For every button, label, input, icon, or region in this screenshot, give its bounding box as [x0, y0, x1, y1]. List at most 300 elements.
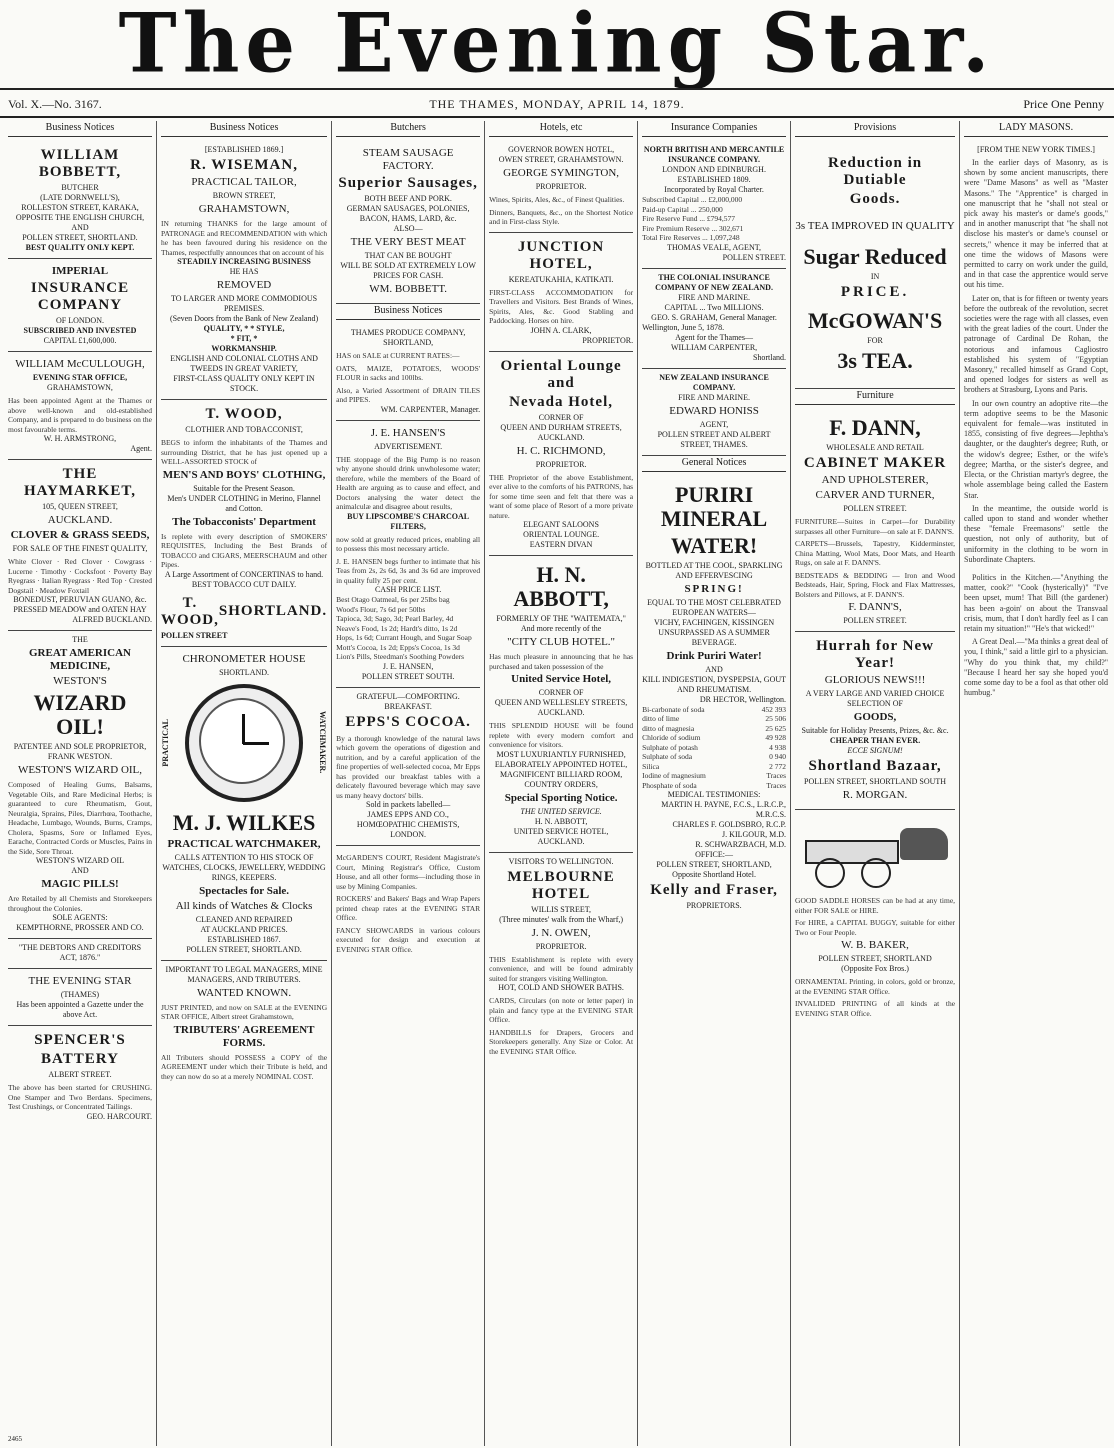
advert-line: AUCKLAND.: [47, 514, 113, 526]
price-row: Hops, 1s 6d; Currant Hough, and Sugar Soap: [336, 633, 472, 642]
advert-line: MEDICAL TESTIMONIES:: [667, 790, 761, 799]
advert-line: ALSO—: [393, 224, 423, 233]
advert-body: HANDBILLS for Drapers, Grocers and Storekeepers generally. Any Size or Color. At the EVENING STAR Office.: [489, 1027, 634, 1056]
advert-line: WESTON'S WIZARD OIL: [35, 856, 125, 865]
price-row: Lion's Pills, Steedman's Soothing Powders: [336, 652, 465, 661]
advert-line: Incorporated by Royal Charter.: [664, 185, 764, 194]
advert-line: (THAMES): [60, 990, 100, 999]
advert-hansen: [336, 421, 480, 688]
advert-title: The Tobacconists' Department: [172, 515, 316, 528]
advert-line: JOHN A. CLARK,: [530, 325, 592, 335]
advert-line: WM. CARPENTER, Manager.: [380, 404, 481, 414]
advert-title: REMOVED: [216, 279, 272, 291]
advert-nz-insurance: [642, 369, 786, 456]
advert-title: T. WOOD,: [205, 406, 283, 422]
advert-line: BOTH BEEF AND PORK.: [364, 194, 452, 203]
advert-body: BEGS to inform the inhabitants of the Thames and surrounding District, that he has just opened up a WELL-ASSORTED STOCK of: [160, 438, 328, 466]
advert-line: J. E. HANSEN,: [382, 661, 434, 671]
advert-title: Sugar Reduced: [803, 244, 947, 269]
advert-body: The above has been started for CRUSHING. One Stamper and Two Berdans. Specimens, Test Crushings, or Concentrated Tailings.: [8, 1083, 152, 1111]
newspaper-title: The Evening Star.: [118, 0, 996, 92]
advert-title: CABINET MAKER: [803, 455, 947, 471]
advert-title: GREAT AMERICAN MEDICINE,: [29, 647, 131, 672]
advert-evening-star-gazette: [8, 969, 152, 1026]
advert-line: And more recently of the: [520, 624, 602, 633]
advert-title: F. DANN,: [829, 415, 921, 440]
advert-line: POLLEN STREET, SHORTLAND SOUTH: [804, 777, 947, 786]
advert-line: WHOLESALE AND RETAIL: [826, 443, 924, 452]
analysis-row: Bi-carbonate of soda 452 393: [642, 704, 787, 714]
advert-line: FOR SALE OF THE FINEST QUALITY,: [12, 544, 148, 553]
advert-line: H. N. ABBOTT,: [534, 816, 588, 826]
article-paragraph: In our own country an adoptive rite—the term adoptive seems to be the Masonic equivalent for female—was instituted in 1855, consisting of five degrees—Jephtha's daughter, or the daughter's degree; Ruth, or the widow's degree; Esther, or the wife's degree; Martha, or the sister's degree, and Electa, or the Christian martyr's degree, the whole assemblage being called the Eastern Star.: [964, 398, 1109, 500]
advert-line: UNITED SERVICE HOTEL,: [513, 826, 609, 836]
column-heading: Provisions: [795, 121, 955, 137]
figure-row: Fire Premium Reserve ... 302,671: [642, 223, 744, 233]
advert-line: HOMŒOPATHIC CHEMISTS,: [356, 820, 460, 829]
column-heading: Business Notices: [8, 121, 152, 137]
advert-line: STEADILY INCREASING BUSINESS: [177, 257, 311, 266]
advert-line: PROPRIETOR.: [535, 182, 587, 191]
column-5: [638, 121, 791, 1446]
advert-title: Special Sporting Notice.: [504, 791, 618, 804]
advert-line: WORKMANSHIP.: [211, 344, 277, 353]
advert-line: WESTON'S: [53, 675, 107, 687]
advert-body: Composed of Healing Gums, Balsams, Vegetable Oils, and Rare Medicinal Herbs; is guaranteed to cure Rheumatism, Gout, Neuralgia, Sprains, Piles, Diarrhœa, Toothache, Headache, Lumbago, Wounds, Burns, Cramps, Cholera, Spasms, Sore or Inflamed Eyes, Earache, Contracted Cords or Muscles, Pains in the Side, Sore Throat.: [8, 780, 152, 856]
advert-line: AUCKLAND.: [537, 708, 585, 717]
advert-line: A VERY LARGE AND VARIED CHOICE SELECTION OF: [805, 689, 945, 708]
advert-imperial-insurance: [8, 259, 152, 352]
analysis-row: ditto of magnesia 25 625: [642, 723, 787, 733]
column-3: [332, 121, 485, 1446]
advert-line: SHORTLAND.: [219, 667, 270, 677]
column-heading: Business Notices: [161, 121, 327, 137]
horse-and-cart-icon: [795, 820, 955, 890]
advert-body: FANCY SHOWCARDS in various colours executed for design and execution at EVENING STAR Office.: [336, 925, 481, 954]
advert-title: STEAM SAUSAGE FACTORY.: [362, 147, 454, 172]
advert-title: WATER!: [670, 532, 758, 558]
advert-line: PRACTICAL: [160, 718, 170, 767]
advert-line: VICHY, FACHINGEN, KISSINGEN: [653, 617, 775, 627]
advert-body: McGARDEN'S COURT, Resident Magistrate's Court, Mining Registrar's Office, Custom House, and all other forms—including those in use by Mining Companies.: [336, 853, 481, 891]
column-7: [960, 121, 1112, 1446]
advert-line: PROPRIETOR.: [535, 459, 587, 469]
advert-line: DR HECTOR, Wellington.: [699, 694, 787, 704]
price-row: Neave's Food, 1s 2d; Hardt's ditto, 1s 2d: [336, 623, 458, 633]
advert-line: Sold in packets labelled—: [366, 800, 451, 809]
advert-line: ECCE SIGNUM!: [847, 746, 903, 755]
advert-line: UNSURPASSED AS A SUMMER BEVERAGE.: [658, 627, 770, 647]
advert-line: WILL BE SOLD AT EXTREMELY LOW: [340, 261, 476, 270]
advert-line: QUEEN AND DURHAM STREETS,: [500, 422, 622, 432]
advert-line: GEO. S. GRAHAM, General Manager.: [651, 312, 777, 322]
advert-line: Shortland.: [752, 352, 787, 362]
advert-line: CORNER OF: [538, 412, 584, 422]
advert-line: ALBERT STREET.: [48, 1070, 112, 1079]
column-heading: Insurance Companies: [642, 121, 786, 137]
analysis-row: Chloride of sodium 49 928: [642, 733, 787, 742]
advert-line: ESTABLISHED 1809.: [677, 175, 751, 184]
advert-title: BATTERY: [41, 1051, 119, 1067]
advert-title: CLOVER & GRASS SEEDS,: [10, 529, 150, 541]
advert-title: EPPS'S COCOA.: [345, 713, 471, 730]
advert-title: Hurrah for New Year!: [816, 638, 934, 671]
analysis-row: Sulphate of soda 0 940: [642, 752, 787, 761]
advert-line: W. H. ARMSTRONG,: [43, 434, 117, 443]
advert-title: Kelly and Fraser,: [650, 882, 778, 898]
advert-line: All kinds of Watches & Clocks: [175, 899, 313, 912]
advert-line: AND: [71, 223, 89, 232]
advert-title: Shortland Bazaar,: [808, 758, 942, 774]
page-footer-number: 2465: [8, 1435, 22, 1443]
advert-title: CHRONOMETER HOUSE: [182, 652, 306, 665]
article-lady-masons: [964, 141, 1108, 703]
advert-line: ALFRED BUCKLAND.: [72, 615, 152, 624]
advert-line: THAT CAN BE BOUGHT: [364, 251, 452, 260]
advert-line: BACON, HAMS, LARD, &c.: [359, 214, 457, 223]
advert-line: WESTON'S WIZARD OIL,: [17, 764, 143, 776]
advert-line: GERMAN SAUSAGES, POLONIES,: [346, 204, 470, 213]
advert-line: OWEN STREET, GRAHAMSTOWN.: [498, 155, 624, 164]
advert-body: White Clover · Red Clover · Cowgrass · Lucerne · Timothy · Cocksfoot · Poverty Bay Ryegrass · Italian Ryegrass · Red Top · Crested Dogstail · Meadow Foxtail: [8, 557, 152, 595]
advert-line: CLOTHIER AND TOBACCONIST,: [185, 425, 303, 434]
advert-line: GRATEFUL—COMFORTING.: [356, 691, 460, 701]
advert-line: OPPOSITE THE ENGLISH CHURCH,: [15, 213, 145, 222]
advert-line: FOR: [867, 336, 883, 345]
figure-row: Subscribed Capital ... £2,000,000: [642, 195, 743, 204]
advert-body: FURNITURE—Suites in Carpet—for Durability surpasses all other Furniture—on sale at F. DANN'S.: [795, 517, 956, 536]
advert-body: OATS, MAIZE, POTATOES, WOODS' FLOUR in sacks and 100lbs.: [336, 363, 481, 382]
article-paragraph: Later on, that is for fifteen or twenty years before the outbreak of the revolution, secret societies were the rage with all classes, even with the great ladies of the court. Under the patronage of Cardinal De Rohan, the notorious and infamous Cagliostro established his system of "Egyptian Masonry," recalled himself as Grand Copt, and opened lodges for sisters as well as brothers at Strasburg, Lyons and Paris.: [964, 293, 1109, 395]
advert-line: GRAHAMSTOWN,: [47, 383, 113, 392]
article-paragraph: In the meantime, the outside world is called upon to stand and wonder whether these "female Freemasons" settle the question, not only of authority, but of uniformity in the clothing to be worn in Subordinate Chapters.: [964, 503, 1109, 564]
advert-line: FIRE AND MARINE.: [678, 292, 750, 302]
advert-line: POLLEN STREET, SHORTLAND.: [22, 233, 138, 242]
advert-line: POLLEN STREET, SHORTLAND,: [656, 860, 772, 869]
advert-title: Superior Sausages,: [338, 175, 478, 191]
advert-line: SOLE AGENTS:: [52, 913, 108, 922]
advert-colonial-insurance: [642, 269, 786, 369]
advert-junction-hotel: [489, 233, 633, 352]
advert-line: Has been appointed a Gazette under the above Act.: [16, 1000, 144, 1019]
volume-number: Vol. X.—No. 3167.: [8, 97, 102, 111]
advert-line: FRANK WESTON.: [47, 752, 113, 761]
advert-f-dann: [795, 409, 955, 632]
advert-title: SPENCER'S: [34, 1032, 126, 1048]
advert-line: ESTABLISHED 1867.: [207, 934, 281, 944]
advert-line: Agent.: [130, 444, 152, 453]
advert-body: Is replete with every description of SMOKERS' REQUISITES, Including the Best Brands of TOBACCO and CIGARS, MEERSCHAUM and other Pipes.: [160, 531, 328, 569]
advert-line: FIRST-CLASS QUALITY ONLY KEPT IN STOCK.: [173, 374, 315, 393]
advert-title: WILLIAM BOBBETT,: [38, 147, 122, 180]
advert-line: PROPRIETOR.: [582, 335, 634, 345]
advert-line: BONEDUST, PERUVIAN GUANO, &c.: [13, 595, 147, 604]
advert-line: CARVER AND TURNER,: [815, 489, 935, 501]
advert-line: POLLEN STREET, SHORTLAND: [818, 954, 932, 963]
advert-line: CALLS ATTENTION TO HIS STOCK OF: [174, 852, 314, 862]
advert-body: THIS SPLENDID HOUSE will be found replete with every modern comfort and convenience for visitors.: [489, 721, 634, 749]
advert-line: MOST LUXURIANTLY FURNISHED,: [496, 749, 626, 759]
advert-line: BEST TOBACCO CUT DAILY.: [191, 579, 297, 589]
advert-line: PROPRIETOR.: [535, 941, 587, 951]
section-heading: General Notices: [642, 456, 786, 472]
advert-line: PROPRIETORS.: [686, 901, 742, 910]
advert-title: Reduction in Dutiable: [827, 155, 923, 188]
masthead: [0, 0, 1114, 92]
price-row: Tapioca, 3d; Sago, 3d; Pearl Barley, 4d: [336, 614, 454, 623]
advert-title: INSURANCE COMPANY: [30, 280, 130, 313]
advert-line: IMPORTANT TO LEGAL MANAGERS, MINE MANAGERS, AND TRIBUTERS.: [165, 964, 323, 984]
advert-haymarket: [8, 460, 152, 631]
advert-body: HAS on SALE at CURRENT RATES:—: [336, 351, 460, 360]
advert-line: PRACTICAL WATCHMAKER,: [167, 837, 321, 850]
column-heading: Hotels, etc: [489, 121, 633, 137]
advert-title: M. J. WILKES: [172, 809, 316, 835]
advert-line: PRESSED MEADOW and OATEN HAY: [13, 605, 147, 614]
advert-line: EASTERN DIVAN: [529, 540, 593, 549]
advert-line: WATCHES, CLOCKS, JEWELLERY, WEDDING RINGS, KEEPERS.: [162, 862, 326, 882]
section-heading: Furniture: [795, 389, 955, 405]
advert-puriri-water: [642, 476, 786, 917]
advert-body: Also, a Varied Assortment of DRAIN TILES and PIPES.: [336, 385, 481, 404]
advert-line: AND: [705, 664, 723, 674]
price-row: Best Otago Oatmeal, 6s per 25lbs bag: [336, 595, 450, 604]
advert-line: QUEEN AND WELLESLEY STREETS,: [494, 698, 628, 707]
advert-title: Goods.: [849, 191, 901, 207]
advert-body: For HIRE, a CAPITAL BUGGY, suitable for either Two or Four People.: [795, 918, 956, 937]
advert-title: GOODS,: [853, 711, 897, 723]
advert-line: OFFICE:—: [695, 850, 733, 859]
advert-body: ORNAMENTAL Printing, in colors, gold or bronze, at the EVENING STAR Office.: [795, 977, 956, 996]
advert-line: PRICES FOR CASH.: [373, 271, 444, 280]
advert-body: CARDS, Circulars (on note or letter paper) in plain and fancy type at the EVENING STAR Office.: [489, 996, 634, 1024]
advert-line: BREAKFAST.: [384, 701, 432, 711]
analysis-table: [642, 705, 786, 791]
price-list: [336, 595, 480, 662]
advert-line: AUCKLAND.: [537, 432, 585, 442]
advert-title: TRIBUTERS' AGREEMENT FORMS.: [173, 1023, 315, 1049]
advert-title: McGOWAN'S: [807, 308, 943, 333]
advert-line: IN: [870, 272, 880, 281]
article-heading: LADY MASONS.: [964, 121, 1108, 137]
advert-title: Oriental Lounge and: [500, 357, 622, 391]
advert-line: JAMES EPPS AND CO.,: [367, 810, 449, 819]
advert-thames-produce: [336, 324, 480, 421]
advert-line: GLORIOUS NEWS!!!: [824, 674, 926, 686]
advert-body: Wines, Spirits, Ales, &c., of Finest Qualities.: [489, 195, 625, 204]
advert-line: THE: [72, 635, 88, 644]
advert-title: R. WISEMAN,: [190, 157, 298, 173]
section-heading: Business Notices: [336, 304, 480, 320]
advert-line: Men's UNDER CLOTHING in Merino, Flannel and Cotton.: [167, 493, 321, 513]
advert-title: NORTH BRITISH AND MERCANTILE INSURANCE COMPANY.: [643, 145, 785, 164]
advert-line: A Large Assortment of CONCERTINAS to hand.: [164, 569, 324, 579]
analysis-row: ditto of lime 25 506: [642, 714, 787, 723]
advert-line: CHARLES F. GOLDSBRO, R.C.P.: [672, 820, 787, 829]
advert-line: "THE DEBTORS AND CREDITORS: [18, 943, 142, 952]
figure-row: Paid-up Capital ... 250,000: [642, 204, 723, 214]
advert-line: ROLLESTON STREET, KARAKA,: [21, 203, 139, 212]
advert-line: POLLEN STREET: [160, 630, 228, 640]
advert-baker-horses: [795, 810, 955, 1023]
advert-line: FIRE AND MARINE.: [678, 392, 750, 402]
advert-mcgowans-tea: [795, 141, 955, 389]
advert-line: AND: [71, 866, 89, 875]
advert-line: CORNER OF: [538, 688, 584, 697]
advert-line: POLLEN STREET.: [843, 616, 907, 625]
advert-line: CAPITAL £1,600,000.: [43, 336, 117, 345]
advert-line: Suitable for the Present Season.: [193, 483, 295, 493]
advert-title: JUNCTION HOTEL,: [517, 238, 605, 272]
advert-debtors-act: [8, 939, 152, 969]
advert-line: ORIENTAL LOUNGE.: [523, 530, 600, 539]
figure-row: Total Fire Reserves ... 1,097,248: [642, 233, 740, 242]
advert-line: AT AUCKLAND PRICES.: [200, 924, 288, 934]
advert-line: KEMPTHORNE, PROSSER AND CO.: [16, 923, 144, 932]
advert-title: 3s TEA.: [837, 348, 913, 373]
advert-line: POLLEN STREET.: [843, 504, 907, 513]
advert-line: OF LONDON.: [55, 316, 104, 325]
advert-wilkes: [161, 647, 327, 961]
advert-line: SUBSCRIBED AND INVESTED: [23, 326, 137, 335]
advert-line: Suitable for Holiday Presents, Prizes, &c. &c.: [801, 726, 949, 735]
advert-body: Dinners, Banquets, &c., on the Shortest Notice and in First-class Style.: [489, 207, 634, 226]
advert-title: THE VERY BEST MEAT: [350, 236, 466, 248]
advert-line: EVENING STAR OFFICE,: [32, 373, 128, 382]
advert-line: (Three minutes' walk from the Wharf,): [499, 914, 624, 924]
clock-icon: [185, 684, 303, 802]
advert-body: By a thorough knowledge of the natural laws which govern the operations of digestion and nutrition, and by a careful application of the fine properties of well-selected cocoa, Mr Epps has provided our breakfast tables with a delicately flavoured beverage which may save us many heavy doctors' bills.: [336, 733, 481, 800]
advert-body: Has much pleasure in announcing that he has purchased and taken possession of the: [489, 652, 634, 671]
advert-body: THIS Establishment is replete with every convenience, and will be found admirably suited for strangers visiting Wellington.: [489, 954, 634, 983]
advert-printing-notices: [336, 846, 480, 959]
advert-title: WIZARD OIL!: [33, 690, 127, 739]
advert-title: PRICE.: [840, 284, 910, 300]
column-4: [485, 121, 638, 1446]
price-row: Wood's Flour, 7s 6d per 50lbs: [336, 604, 426, 614]
advert-line: CAPITAL ... Two MILLIONS.: [664, 302, 764, 312]
advert-line: SHORTLAND,: [383, 338, 434, 347]
advert-body: J. E. HANSEN begs further to intimate that his Teas from 2s, 2s 6d, 3s and 3s 6d are improved in quality fully 25 per cent.: [336, 556, 481, 585]
advert-line: MARTIN H. PAYNE, F.C.S., L.R.C.P., M.R.C.S.: [661, 800, 787, 819]
advert-line: H. C. RICHMOND,: [516, 444, 606, 457]
advert-title: T. WOOD,: [160, 594, 219, 628]
advert-line: BROWN STREET,: [212, 191, 276, 200]
advert-line: HOT, COLD AND SHOWER BATHS.: [498, 983, 624, 992]
dateline-bar: [0, 88, 1114, 118]
advert-line: R. SCHWARZBACH, M.D.: [695, 840, 787, 849]
advert-body: Has been appointed Agent at the Thames or above well-known and old-established Company, and is prepared to do business on the most favourable terms.: [8, 396, 152, 434]
advert-line: W. B. BAKER,: [841, 939, 909, 951]
column-2: [157, 121, 332, 1446]
advert-line: (Opposite Fox Bros.): [841, 964, 909, 973]
advert-body: JUST PRINTED, and now on SALE at the EVENING STAR OFFICE, Albert street Grahamstown,: [160, 1002, 328, 1021]
advert-line: EDWARD HONISS: [669, 404, 759, 417]
article-paragraph: A Great Deal.—"Ma thinks a great deal of you, I think," said a little girl to a physician. "Why do you think that, my child?" "Because I heard her say she hoped you'd come some day to be a fool as that other old humbug.": [964, 637, 1109, 698]
advert-line: FORMERLY OF THE "WAITEMATA,": [496, 614, 626, 623]
advert-united-service-hotel: [489, 556, 633, 853]
advert-line: WILLIAM CARPENTER,: [670, 342, 758, 352]
advert-line: (LATE DORNWELL'S),: [40, 193, 120, 202]
advert-line: BEST QUALITY ONLY KEPT.: [25, 243, 135, 252]
advert-line: CASH PRICE LIST.: [374, 585, 442, 594]
columns: [4, 121, 1112, 1446]
analysis-row: Iodine of magnesium Traces: [642, 771, 787, 780]
advert-wizard-oil: [8, 631, 152, 939]
advert-body: BEDSTEADS & BEDDING — Iron and Wood Bedsteads, Hair, Spring, Flock and Flax Mattresses, Bolsters and Pillows, at F. DANN'S.: [795, 570, 956, 599]
advert-line: MAGNIFICENT BILLIARD ROOM,: [499, 769, 623, 779]
advert-line: WILLIS STREET,: [531, 904, 592, 914]
advert-line: EQUAL TO THE MOST CELEBRATED EUROPEAN WATERS—: [647, 597, 781, 617]
advert-governor-bowen: [489, 141, 633, 233]
advert-title: SPRING!: [684, 582, 744, 595]
article-source: [FROM THE NEW YORK TIMES.]: [977, 145, 1095, 154]
advert-wiseman: [161, 141, 327, 400]
advert-line: * FIT, *: [230, 334, 258, 343]
advert-line: LONDON AND EDINBURGH.: [662, 165, 766, 174]
column-heading: Butchers: [336, 121, 480, 137]
advert-body: GOOD SADDLE HORSES can be had at any time, either FOR SALE or HIRE.: [795, 896, 956, 915]
advert-line: BUY LIPSCOMBE'S CHARCOAL FILTERS,: [347, 511, 470, 531]
issue-price: Price One Penny: [1023, 97, 1104, 111]
advert-line: ENGLISH AND COLONIAL CLOTHS AND TWEEDS IN GREAT VARIETY,: [170, 354, 318, 373]
advert-body: IN returning THANKS for the large amount of PATRONAGE and RECOMMENDATION with which he has been favoured during his residence on the Thames, respectfully announces that on account of his: [160, 219, 328, 257]
advert-line: F. DANN'S,: [848, 601, 902, 613]
advert-title: IMPERIAL: [51, 265, 109, 277]
advert-title: MELBOURNE HOTEL: [507, 868, 615, 902]
advert-title: H. N. ABBOTT,: [513, 562, 609, 611]
advert-title: MEN'S AND BOYS' CLOTHING,: [162, 468, 326, 481]
analysis-row: Silica 2 772: [642, 761, 787, 771]
advert-bobbett: [8, 141, 152, 259]
article-paragraph: Politics in the Kitchen.—"Anything the matter, cook?" "Cook (hysterically)" "I've been upset, mum! That Bill (the gardener) has been a-goin' on about the Transvaal crisis, mum, that I don't hardly feel as I can retain my situation!" "He's that wicked!": [964, 572, 1109, 633]
advert-title: THE COLONIAL INSURANCE COMPANY OF NEW ZEALAND.: [655, 272, 773, 292]
advert-sausage-factory: [336, 141, 480, 304]
advert-body: now sold at greatly reduced prices, enabling all to possess this most necessary article.: [336, 534, 481, 553]
advert-title: Nevada Hotel,: [509, 393, 613, 410]
advert-epps-cocoa: [336, 688, 480, 847]
advert-t-wood: [161, 400, 327, 647]
advert-line: Opposite Shortland Hotel.: [672, 870, 756, 879]
advert-line: ADVERTISEMENT.: [374, 441, 443, 451]
advert-line: AND UPHOLSTERER,: [821, 474, 929, 486]
advert-line: WM. BOBBETT.: [369, 283, 447, 295]
advert-line: TO LARGER AND MORE COMMODIOUS PREMISES.: [171, 294, 318, 313]
issue-date: THE THAMES, MONDAY, APRIL 14, 1879.: [429, 97, 685, 111]
advert-line: THAMES PRODUCE COMPANY,: [350, 328, 466, 337]
advert-line: CLEANED AND REPAIRED: [195, 914, 293, 924]
advert-title: Spectacles for Sale.: [199, 884, 290, 897]
capital-figures: [642, 195, 786, 243]
advert-body: FIRST-CLASS ACCOMMODATION for Travellers and Visitors. Best Brands of Wines, Spirits, Ales, &c. Good Stabling and Paddocking. Horses on hire.: [489, 287, 634, 325]
advert-title: NEW ZEALAND INSURANCE COMPANY.: [659, 372, 769, 392]
analysis-row: Phosphate of soda Traces: [642, 780, 787, 790]
advert-title: J. E. HANSEN'S: [370, 426, 446, 439]
advert-title: MAGIC PILLS!: [41, 878, 119, 890]
advert-body: THE stoppage of the Big Pump is no reason why anyone should drink unwholesome water; therefore, while the members of the Board of Health are arguing as to cause and effect, and Doctors analysing the water detect the animalculæ and disagree about results,: [336, 454, 481, 511]
advert-line: BOTTLED AT THE COOL, SPARKLING AND EFFERVESCING: [645, 560, 783, 580]
advert-body: All Tributers should POSSESS a COPY of the AGREEMENT under which their Tribute is held, and they can now do so at a merely NOMINAL COST.: [160, 1052, 328, 1081]
advert-title: WILLIAM McCULLOUGH,: [15, 358, 145, 370]
advert-body: THE Proprietor of the above Establishment, ever alive to the comforts of his PATRONS, has for some time seen and felt that there was a want of some place of Resort of a more private nature.: [489, 472, 634, 520]
advert-line: KEREATUKAHIA, KATIKATI.: [508, 274, 614, 284]
advert-title: SHORTLAND.: [218, 603, 328, 619]
column-6: [791, 121, 960, 1446]
advert-line: POLLEN STREET SOUTH.: [361, 671, 455, 681]
advert-title: Drink Puriri Water!: [666, 649, 762, 662]
advert-line: HE HAS: [229, 267, 259, 276]
column-1: [4, 121, 157, 1446]
